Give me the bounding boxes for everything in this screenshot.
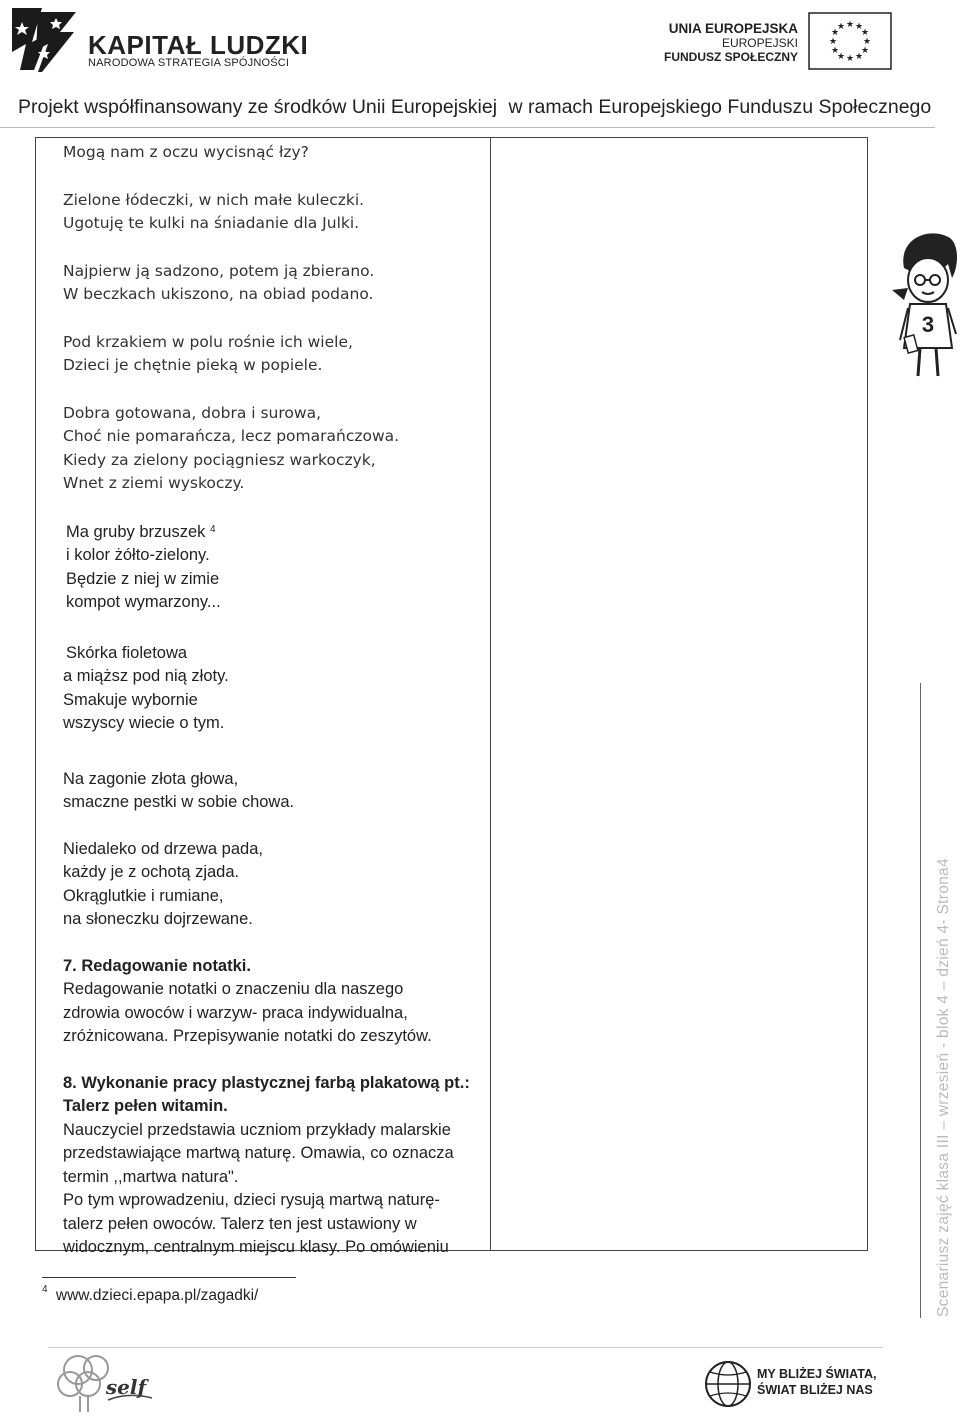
footer-slogan (757, 1366, 876, 1398)
riddle-line: Smakuje wybornie (63, 690, 198, 709)
eu-line-2: EUROPEJSKI (721, 36, 798, 50)
self-logo-icon (48, 1348, 163, 1420)
riddle-line: Będzie z niej w zimie (66, 569, 220, 588)
riddle-stanza (63, 642, 483, 736)
riddle-line: Mogą nam z oczu wycisnąć łzy? (63, 143, 309, 161)
riddle-line: na słoneczku dojrzewane. (63, 910, 253, 928)
section-7-line: zdrowia owoców i warzyw- praca indywidualna, (63, 1003, 408, 1022)
project-funding-line (18, 96, 931, 119)
riddle-stanza (63, 189, 483, 236)
riddle-stanza (63, 768, 483, 815)
riddle-line: smaczne pestki w sobie chowa. (63, 793, 295, 811)
section-8 (63, 1072, 483, 1260)
section-8-line: termin ,,martwa natura". (63, 1167, 239, 1186)
eu-line-3: FUNDUSZ SPOŁECZNY (663, 50, 798, 64)
side-page-label: Scenariusz zajęć klasa III – wrzesień - blok 4 – dzień 4- Strona4 (935, 858, 952, 1317)
svg-text:★: ★ (830, 28, 840, 38)
section-7-line: Redagowanie notatki o znaczeniu dla naszego (63, 980, 404, 998)
svg-text:★: ★ (836, 22, 846, 32)
riddle-line: kompot wymarzony... (66, 593, 221, 611)
kapital-ludzki-logo-icon (8, 4, 80, 76)
riddle-line: Na zagonie złota głowa, (63, 769, 239, 788)
svg-text:★: ★ (860, 28, 870, 38)
logo-title: KAPITAŁ LUDZKI (88, 30, 309, 60)
svg-text:★: ★ (854, 52, 864, 62)
section-8-heading: 8. Wykonanie pracy plastycznej farbą plakatową pt.: (63, 1073, 470, 1092)
side-divider (920, 683, 921, 1318)
footer-slogan-line2: ŚWIAT BLIŻEJ NAS (757, 1383, 873, 1397)
section-8-subheading: Talerz pełen witamin. (63, 1097, 228, 1115)
footnote (42, 1284, 259, 1305)
svg-text:★: ★ (854, 22, 864, 32)
riddle-line: Wnet z ziemi wyskoczy. (63, 474, 245, 492)
footnote-number: 4 (42, 1284, 48, 1295)
project-line-part2: w ramach Europejskiego Funduszu Społecznego (508, 96, 932, 118)
riddle-stanza (63, 838, 483, 932)
svg-text:★: ★ (836, 52, 846, 62)
riddle-line-text: Ma gruby brzuszek (66, 522, 206, 541)
svg-text:★: ★ (845, 20, 855, 30)
svg-text:★: ★ (862, 37, 872, 47)
section-7 (63, 955, 483, 1049)
section-7-heading: 7. Redagowanie notatki. (63, 956, 251, 975)
logo-subtitle: NARODOWA STRATEGIA SPÓJNOŚCI (88, 57, 290, 69)
footnote-divider (42, 1277, 296, 1278)
riddle-line: wszyscy wiecie o tym. (63, 714, 225, 732)
riddle-line: a miąższ pod nią złoty. (63, 667, 229, 685)
mascot-number: 3 (921, 312, 935, 337)
riddle-line: Najpierw ją sadzono, potem ją zbierano. (63, 261, 375, 280)
eu-line-1: UNIA EUROPEJSKA (668, 21, 798, 36)
section-8-line: talerz pełen owoców. Talerz ten jest ustawiony w (63, 1214, 417, 1233)
section-7-line: zróżnicowana. Przepisywanie notatki do zeszytów. (63, 1027, 432, 1045)
riddle-line: Ugotuję te kulki na śniadanie dla Julki. (63, 214, 360, 232)
riddle-line: Choć nie pomarańcza, lecz pomarańczowa. (63, 427, 400, 445)
riddle-line: każdy je z ochotą zjada. (63, 863, 240, 881)
riddle-line: i kolor żółto-zielony. (66, 546, 210, 564)
svg-text:★: ★ (860, 46, 870, 56)
riddle-stanza (63, 521, 483, 615)
footer-slogan-line1: MY BLIŻEJ ŚWIATA, (757, 1367, 877, 1381)
mascot-girl-icon (890, 228, 960, 383)
footnote-marker[interactable]: 4 (209, 523, 216, 535)
svg-text:★: ★ (845, 54, 855, 64)
svg-text:★: ★ (828, 37, 838, 47)
section-8-line: Nauczyciel przedstawia uczniom przykłady malarskie (63, 1120, 451, 1139)
riddle-line: Skórka fioletowa (66, 643, 188, 662)
footnote-link[interactable]: www.dzieci.epapa.pl/zagadki/ (55, 1287, 259, 1304)
section-8-line: widocznym, centralnym miejscu klasy. Po omówieniu (63, 1238, 449, 1256)
riddle-line: Dzieci je chętnie pieką w popiele. (63, 356, 323, 374)
riddle-stanza (63, 260, 483, 307)
riddle-line: W beczkach ukiszono, na obiad podano. (63, 285, 374, 303)
riddle-line: Kiedy za zielony pociągniesz warkoczyk, (63, 450, 376, 469)
riddle-stanza (63, 402, 483, 496)
eu-text-block (664, 22, 798, 64)
self-logo-text: self (105, 1375, 147, 1399)
section-8-line: Po tym wprowadzeniu, dzieci rysują martwą naturę- (63, 1191, 440, 1209)
riddle-line (66, 521, 483, 545)
riddle-stanza (63, 141, 483, 165)
riddle-line: Zielone łódeczki, w nich małe kuleczki. (63, 190, 365, 209)
header-divider (0, 127, 935, 128)
riddle-stanza (63, 331, 483, 378)
table-left-cell (63, 140, 483, 1260)
eu-flag-icon (808, 12, 892, 70)
section-8-line: przedstawiające martwą naturę. Omawia, co oznacza (63, 1144, 454, 1162)
table-column-divider (490, 137, 491, 1251)
riddle-line: Okrąglutkie i rumiane, (63, 886, 224, 905)
riddle-line: Dobra gotowana, dobra i surowa, (63, 403, 321, 422)
riddle-line: Pod krzakiem w polu rośnie ich wiele, (63, 332, 353, 351)
riddle-line: Niedaleko od drzewa pada, (63, 839, 263, 858)
svg-text:★: ★ (830, 46, 840, 56)
project-line-part1: Projekt współfinansowany ze środków Unii Europejskiej (18, 96, 498, 118)
